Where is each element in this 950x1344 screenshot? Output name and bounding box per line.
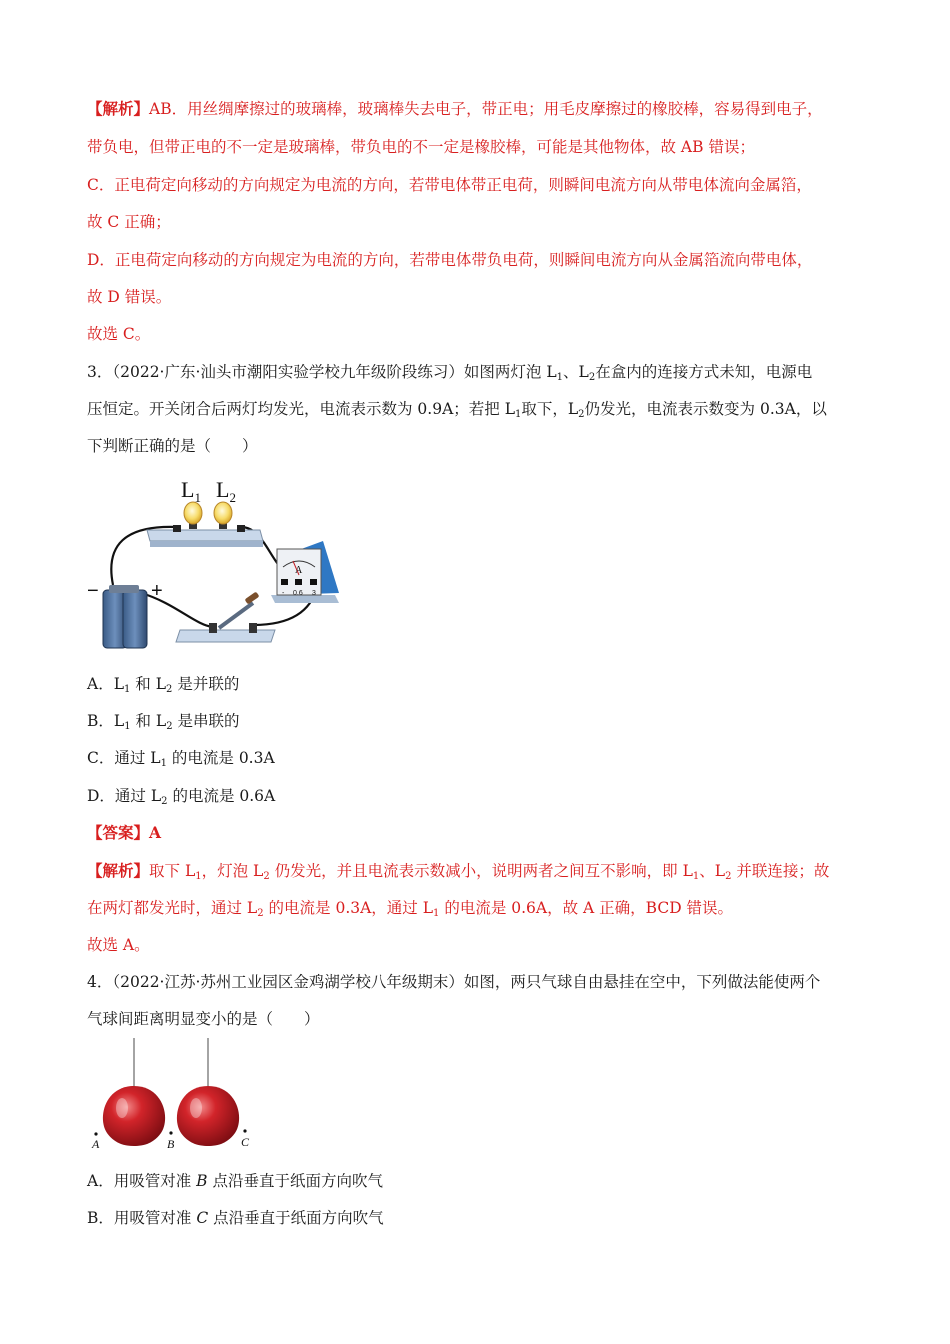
question-4-stem: 气球间距离明显变小的是（ ） — [87, 1010, 320, 1028]
bulb-icon — [184, 502, 202, 524]
option-a: A．用吸管对准 B 点沿垂直于纸面方向吹气 — [87, 1172, 383, 1190]
bulb-icon — [214, 502, 232, 524]
analysis-line: 故 C 正确； — [87, 213, 171, 231]
analysis-line: 【解析】取下 $L_1$，灯泡 $L_2$ 仍发光，并且电流表示数减小，说明两者之间互不影响，即 $L_1$、$L_2$ 并联连接；故 — [87, 861, 830, 882]
terminal — [237, 525, 245, 532]
option-d: D．通过 $L_2$ 的电流是 0.6A — [87, 787, 276, 807]
lamp-board — [147, 530, 263, 541]
analysis-line: C．正电荷定向移动的方向规定为电流的方向，若带电体带正电荷，则瞬间电流方向从带电体流向金属箔， — [87, 176, 812, 194]
balloon-right — [177, 1086, 239, 1146]
point-a — [94, 1132, 97, 1135]
option-b: B．$L_1$ 和 $L_2$ 是串联的 — [87, 712, 240, 732]
label-l2: $L_2$ — [216, 477, 236, 505]
option-b: B．用吸管对准 C 点沿垂直于纸面方向吹气 — [87, 1209, 384, 1227]
scale-label: - — [282, 590, 285, 597]
analysis-line: D．正电荷定向移动的方向规定为电流的方向，若带电体带负电荷，则瞬间电流方向从金属箔流向带电体， — [87, 251, 813, 269]
question-3-stem: 压恒定。开关闭合后两灯均发光，电流表示数为 0.9A；若把 $L_1$取下，$L_2$仍发光，电流表示数变为 0.3A，以 — [87, 400, 827, 420]
terminal — [173, 525, 181, 532]
battery-top — [109, 585, 139, 593]
scale-label: 3 — [312, 590, 316, 597]
option-c: C．通过 $L_1$ 的电流是 0.3A — [87, 749, 275, 769]
question-3-stem: 3．（2022·广东·汕头市潮阳实验学校九年级阶段练习）如图两灯泡 $L_1$、$L_2$在盒内的连接方式未知，电源电 — [87, 363, 813, 383]
question-3-stem: 下判断正确的是（ ） — [87, 437, 258, 455]
scale-label: 0.6 — [293, 590, 303, 597]
minus-sign: − — [87, 580, 99, 602]
terminal — [249, 623, 257, 633]
plus-sign: + — [151, 580, 163, 602]
conclusion: 故选 C。 — [87, 325, 151, 343]
terminal — [209, 623, 217, 633]
balloon-figure — [85, 1038, 265, 1156]
highlight — [190, 1098, 202, 1118]
label-l1: $L_1$ — [181, 477, 201, 505]
switch-lever — [219, 603, 253, 628]
option-a: A．$L_1$ 和 $L_2$ 是并联的 — [87, 675, 240, 695]
terminal — [281, 579, 288, 585]
analysis-line: 故 D 错误。 — [87, 288, 172, 306]
battery-cell — [123, 590, 147, 648]
circuit-figure — [85, 475, 345, 655]
lamp-board-edge — [150, 541, 263, 547]
conclusion: 故选 A。 — [87, 936, 150, 954]
terminal — [310, 579, 317, 585]
analysis-line: 带负电，但带正电的不一定是玻璃棒，带负电的不一定是橡胶棒，可能是其他物体，故 AB 错误； — [87, 138, 755, 156]
label-c: C — [241, 1135, 250, 1149]
highlight — [116, 1098, 128, 1118]
analysis-line: 【解析】AB．用丝绸摩擦过的玻璃棒，玻璃棒失去电子，带正电；用毛皮摩擦过的橡胶棒，容易得到电子， — [87, 99, 823, 118]
balloon-left — [103, 1086, 165, 1146]
point-c — [243, 1129, 246, 1132]
label-b: B — [167, 1137, 175, 1151]
terminal — [295, 579, 302, 585]
switch-base — [176, 630, 275, 642]
analysis-line: 在两灯都发光时，通过 $L_2$ 的电流是 0.3A，通过 $L_1$ 的电流是 0.6A，故 A 正确，BCD 错误。 — [87, 899, 734, 919]
answer: 【答案】A — [87, 823, 162, 842]
question-4-stem: 4．（2022·江苏·苏州工业园区金鸡湖学校八年级期末）如图，两只气球自由悬挂在空中，下列做法能使两个 — [87, 973, 821, 991]
point-b — [169, 1131, 172, 1134]
label-a: A — [92, 1137, 100, 1151]
analysis-tag: 【解析】 — [87, 99, 150, 118]
ammeter-label: A — [295, 565, 303, 576]
